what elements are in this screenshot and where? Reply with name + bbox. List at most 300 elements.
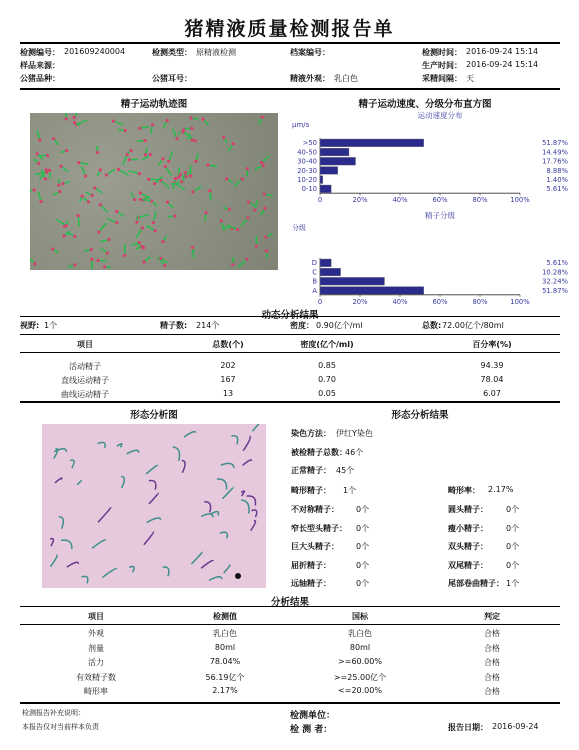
morph-pair-value: 0个 [356, 542, 370, 551]
sperm-head [117, 168, 120, 171]
stain-label: 染色方法： [291, 429, 331, 438]
sperm-cell [59, 517, 64, 529]
breed-label: 公猪品种： [20, 74, 60, 83]
value-label: 32.24% [542, 277, 568, 286]
sperm-head [149, 153, 152, 156]
sperm-head [184, 175, 187, 178]
sperm-head [91, 194, 94, 197]
sperm-head [194, 139, 197, 142]
sperm-head [45, 168, 48, 171]
track-path [138, 215, 149, 218]
morph-pair-value: 0个 [506, 523, 520, 533]
dynamic-table-cell: 94.39 [480, 361, 504, 370]
analysis-table-header: 项目 [88, 612, 104, 621]
sperm-head [225, 177, 228, 180]
sperm-cell [127, 450, 139, 454]
sperm-head [165, 119, 168, 122]
analysis-table-cell: 活力 [88, 658, 104, 667]
sperm-head [115, 221, 118, 224]
type-value: 原精液检测 [196, 48, 236, 57]
analysis-table-cell: >=25.00亿个 [333, 672, 387, 682]
sperm-head [97, 230, 100, 233]
sperm-head [142, 260, 145, 263]
checked-total-label: 被检精子总数： [291, 448, 347, 457]
sperm-head [245, 258, 248, 261]
chart-title: 运动速度分布 [417, 111, 463, 120]
density-value: 0.90亿个/ml [316, 321, 363, 330]
interval-value: 天 [466, 74, 474, 83]
analysis-table-cell: 合格 [484, 687, 500, 696]
x-tick-label: 60% [432, 297, 448, 306]
analysis-table-cell: 2.17% [212, 686, 238, 695]
value-label: 17.76% [542, 157, 568, 166]
analysis-table-cell: 乳白色 [213, 629, 237, 638]
bar [320, 176, 323, 184]
sperm-head [139, 191, 142, 194]
sperm-track-image [30, 113, 278, 270]
sperm-head [175, 137, 178, 140]
sperm-head [124, 129, 127, 132]
bar [320, 268, 341, 276]
test-time-label: 检测时间： [422, 48, 462, 57]
dynamic-bottom-line [20, 401, 560, 403]
dynamic-table-cell: 0.70 [318, 375, 336, 384]
category-label: 10-20 [297, 176, 317, 184]
dynamic-header-line [20, 352, 560, 353]
morph-pair-value: 0个 [506, 505, 520, 514]
sperm-cell [243, 460, 252, 465]
morph-result-title: 形态分析结果 [391, 410, 449, 421]
morph-pair-label: 屈折精子： [291, 560, 331, 570]
sperm-cell [98, 442, 106, 447]
sperm-cell [204, 502, 210, 513]
sperm-head [59, 165, 62, 168]
sperm-head [90, 258, 93, 261]
x-tick-label: 0 [317, 297, 323, 306]
count-value: 214个 [196, 321, 220, 330]
sperm-head [112, 120, 115, 123]
category-label: 20-30 [297, 166, 317, 175]
dynamic-table-cell: 13 [222, 389, 234, 398]
sperm-head [93, 187, 96, 190]
speed-histogram [290, 108, 570, 208]
total-value: 72.00亿个/80ml [442, 321, 504, 330]
sperm-head [161, 240, 164, 243]
sperm-cell [224, 565, 230, 573]
report-date-label: 报告日期： [448, 723, 488, 732]
morph-pair-value: 0个 [356, 579, 370, 588]
sperm-cell [50, 539, 53, 547]
sperm-head [173, 215, 176, 218]
sperm-cell [149, 493, 158, 504]
bar [320, 139, 424, 147]
sperm-cell [92, 540, 105, 548]
sperm-head [37, 162, 40, 165]
category-label: B [312, 277, 317, 286]
sperm-head [57, 183, 60, 186]
value-label: 51.87% [542, 139, 568, 148]
rate-label: 畸形率： [448, 486, 480, 495]
rate-value: 2.17% [488, 485, 514, 494]
sperm-cell [217, 479, 227, 490]
footer-note-1: 检测报告补充说明： [22, 709, 85, 717]
info-divider [20, 88, 560, 90]
sperm-head [73, 263, 76, 266]
info-row-3 [20, 73, 560, 85]
dynamic-top-line [20, 316, 560, 317]
morph-pair-label: 双尾精子： [448, 560, 488, 570]
track-title: 精子运动轨迹图 [120, 99, 188, 110]
sample-no: 201609240004 [64, 47, 126, 56]
chart-ylabel: 分级 [292, 224, 306, 232]
sperm-head [96, 151, 99, 154]
track-path [192, 247, 193, 258]
value-label: 1.40% [546, 176, 568, 184]
x-tick-label: 0 [317, 196, 323, 205]
sperm-head [255, 244, 258, 247]
appearance-value: 乳白色 [334, 74, 358, 83]
sperm-cell [117, 444, 122, 448]
morph-pair-label: 瘦小精子： [448, 523, 488, 533]
morph-pair-value: 0个 [506, 560, 520, 570]
sperm-cell [129, 566, 134, 572]
test-time: 2016-09-24 15:14 [466, 47, 539, 56]
category-label: 30-40 [297, 157, 317, 166]
dynamic-table-cell: 直线运动精子 [61, 376, 109, 385]
analysis-top-line [20, 606, 560, 607]
archive-label: 档案编号： [290, 48, 330, 57]
tester-label: 检 测 者： [290, 725, 333, 735]
sperm-head [65, 149, 68, 152]
sperm-head [107, 238, 110, 241]
sperm-head [77, 161, 80, 164]
sperm-head [174, 177, 177, 180]
track-path [136, 228, 142, 238]
dynamic-table-cell: 曲线运动精子 [61, 390, 109, 399]
sperm-head [36, 152, 39, 155]
sperm-head [64, 117, 67, 120]
dynamic-table-cell: 活动精子 [69, 362, 101, 371]
abnormal-value: 1个 [343, 486, 357, 495]
bar [320, 277, 384, 285]
sperm-cell [67, 562, 79, 567]
sperm-cell [201, 514, 213, 518]
appearance-label: 精液外观： [290, 74, 330, 83]
sperm-head [141, 226, 144, 229]
sperm-cell [70, 460, 74, 468]
morph-pair-value: 0个 [356, 505, 370, 514]
sperm-head [130, 149, 133, 152]
value-label: 14.49% [542, 148, 568, 157]
morph-pair-value: 1个 [506, 579, 520, 588]
sperm-head [128, 158, 131, 161]
ear-label: 公猪耳号： [152, 74, 192, 83]
sperm-head [106, 252, 109, 255]
morph-canvas [42, 424, 266, 588]
sperm-head [262, 164, 265, 167]
sperm-cell [55, 478, 62, 483]
sperm-head [52, 137, 55, 140]
sperm-cell [77, 481, 81, 485]
sperm-head [77, 214, 80, 217]
sperm-head [190, 127, 193, 130]
sperm-head [103, 265, 106, 268]
x-tick-label: 80% [472, 297, 488, 306]
sperm-cell [102, 569, 117, 578]
stain-value: 伊红Y染色 [336, 429, 373, 438]
morph-pair-label: 尾部卷曲精子： [448, 579, 504, 588]
analysis-table-cell: 乳白色 [348, 629, 372, 638]
sperm-head [153, 182, 156, 185]
field-label: 视野: [20, 321, 40, 330]
sperm-cell [147, 518, 161, 523]
value-label: 8.88% [546, 166, 568, 175]
sperm-head [151, 123, 154, 126]
sperm-head [191, 139, 194, 142]
morph-pair-label: 窄长型头精子： [291, 523, 347, 533]
sperm-head [80, 195, 83, 198]
sperm-cell [220, 532, 227, 538]
sperm-head [265, 249, 268, 252]
morph-pair-value: 0个 [506, 542, 520, 551]
track-path [56, 219, 66, 225]
bar [320, 259, 331, 267]
info-row-1 [20, 47, 560, 59]
bar [320, 167, 338, 175]
debris-dot [235, 573, 241, 579]
sperm-head [263, 207, 266, 210]
sperm-head [39, 200, 42, 203]
analysis-table-cell: 合格 [484, 672, 500, 682]
sperm-head [135, 221, 138, 224]
sperm-cell [173, 447, 180, 461]
sperm-head [253, 208, 256, 211]
sperm-head [139, 198, 142, 201]
dynamic-table-top-line [20, 334, 560, 335]
sperm-head [246, 167, 249, 170]
sperm-head [241, 178, 244, 181]
analysis-table-cell: >=60.00% [338, 657, 382, 666]
checked-total-value: 46个 [345, 448, 364, 457]
sperm-head [87, 200, 90, 203]
track-path [234, 179, 242, 186]
analysis-table-header: 国标 [352, 612, 368, 621]
report-date: 2016-09-24 [492, 722, 539, 731]
sperm-head [247, 201, 250, 204]
sperm-head [138, 172, 141, 175]
track-path [128, 171, 139, 174]
x-tick-label: 80% [472, 196, 488, 205]
category-label: C [312, 268, 317, 277]
track-path [123, 154, 127, 165]
sperm-head [84, 174, 87, 177]
info-row-2 [20, 60, 560, 72]
morph-pair-label: 双头精子： [448, 542, 488, 551]
morph-pair-label: 不对称精子： [291, 505, 339, 514]
value-label: 5.61% [546, 259, 568, 268]
sperm-cell [252, 424, 263, 431]
dynamic-table-cell: 0.85 [318, 361, 336, 370]
analysis-header-line [20, 624, 560, 625]
sperm-head [189, 174, 192, 177]
count-label: 精子数: [160, 321, 188, 330]
sperm-head [236, 228, 239, 231]
category-label: >50 [302, 139, 317, 148]
sperm-cell [121, 477, 124, 488]
analysis-bottom-line [20, 702, 560, 704]
track-path [118, 170, 128, 176]
track-path [107, 219, 117, 223]
category-label: 40-50 [297, 148, 317, 157]
analysis-table-cell: 畸形率 [84, 687, 108, 696]
interval-label: 采精间隔： [422, 74, 462, 83]
chart-title: 精子分级 [425, 211, 455, 220]
sperm-head [167, 160, 170, 163]
track-path [175, 183, 185, 189]
field-value: 1个 [44, 321, 58, 330]
sperm-cell [221, 463, 234, 468]
abnormal-label: 畸形精子： [291, 486, 331, 495]
morph-pair-label: 圆头精子： [448, 505, 488, 514]
sperm-head [32, 188, 35, 191]
sperm-head [181, 130, 184, 133]
sperm-head [189, 117, 192, 120]
total-label: 总数: [422, 321, 442, 330]
sperm-cell [251, 510, 256, 517]
sperm-head [194, 160, 197, 163]
sperm-head [90, 248, 93, 251]
sperm-head [184, 171, 187, 174]
dynamic-table-cell: 78.04 [480, 375, 504, 384]
track-path [161, 180, 169, 188]
sperm-head [180, 180, 183, 183]
sperm-head [99, 168, 102, 171]
normal-value: 45个 [336, 466, 355, 475]
sperm-head [46, 154, 49, 157]
sperm-cell [82, 576, 88, 583]
analysis-table-header: 判定 [484, 612, 500, 621]
x-tick-label: 100% [510, 196, 530, 205]
morphology-image [42, 424, 266, 588]
prod-time: 2016-09-24 15:14 [466, 60, 539, 69]
morph-pair-label: 巨大头精子： [291, 542, 339, 551]
x-tick-label: 40% [392, 196, 408, 205]
sperm-head [260, 161, 263, 164]
sperm-head [133, 198, 136, 201]
analysis-table-cell: 合格 [484, 643, 500, 653]
track-path [238, 259, 247, 267]
analysis-table-cell: 外观 [88, 629, 104, 638]
value-label: 51.87% [542, 286, 568, 295]
morph-pair-value: 0个 [356, 560, 370, 570]
dynamic-table-header: 密度(亿个/ml) [300, 340, 354, 349]
sperm-head [163, 264, 166, 267]
sperm-head [33, 262, 36, 265]
prod-time-label: 生产时间： [422, 61, 462, 70]
sperm-head [222, 136, 225, 139]
sperm-head [123, 254, 126, 257]
sperm-head [147, 178, 150, 181]
x-tick-label: 20% [352, 297, 368, 306]
sperm-head [231, 263, 234, 266]
dynamic-table-header: 总数(个) [212, 340, 244, 349]
analysis-table-cell: 有效精子数 [76, 672, 116, 682]
sperm-head [126, 153, 129, 156]
sperm-cell [222, 487, 233, 498]
sperm-head [201, 118, 204, 121]
sperm-head [154, 229, 157, 232]
sperm-head [105, 173, 108, 176]
dynamic-table-cell: 167 [220, 375, 236, 384]
track-path [99, 223, 106, 232]
unit-label: 检测单位： [290, 711, 336, 721]
analysis-table-cell: 80ml [349, 642, 371, 652]
category-label: A [312, 286, 317, 295]
sperm-head [48, 169, 51, 172]
x-tick-label: 100% [510, 297, 530, 306]
sperm-head [220, 219, 223, 222]
sperm-cell [144, 532, 154, 545]
sperm-head [228, 208, 231, 211]
analysis-table-header: 检测值 [213, 612, 237, 621]
sperm-head [138, 127, 141, 130]
sperm-head [191, 190, 194, 193]
bar [320, 287, 424, 295]
sperm-cell [149, 481, 156, 490]
sperm-cell [201, 561, 213, 569]
sperm-head [246, 216, 249, 219]
sperm-cell [231, 436, 237, 445]
bar [320, 157, 356, 165]
track-canvas [30, 113, 278, 270]
dynamic-table-cell: 6.07 [483, 389, 501, 398]
bar [320, 148, 349, 156]
sperm-head [96, 259, 99, 262]
sperm-head [263, 193, 266, 196]
sperm-head [208, 189, 211, 192]
sperm-head [65, 224, 68, 227]
sperm-cell [163, 567, 169, 576]
sperm-head [206, 163, 209, 166]
analysis-table-cell: 合格 [484, 629, 500, 638]
sperm-head [264, 235, 267, 238]
sperm-cell [251, 521, 256, 531]
sperm-head [140, 245, 143, 248]
sperm-cell [243, 436, 250, 451]
sperm-head [115, 210, 118, 213]
analysis-table-cell: 80ml [214, 642, 236, 652]
title-divider [20, 42, 560, 44]
report-title: 猪精液质量检测报告单 [184, 18, 395, 40]
sperm-head [191, 246, 194, 249]
morph-pair-value: 0个 [356, 523, 370, 533]
sample-no-label: 检测编号： [20, 48, 60, 57]
sperm-cell [61, 540, 72, 549]
sperm-head [58, 190, 61, 193]
sperm-head [166, 200, 169, 203]
sperm-head [73, 235, 76, 238]
sperm-head [99, 203, 102, 206]
analysis-table-cell: <=20.00% [338, 686, 382, 695]
x-tick-label: 20% [352, 196, 368, 205]
sperm-head [179, 173, 182, 176]
track-path [140, 193, 150, 198]
sperm-cell [184, 432, 195, 437]
dynamic-table-cell: 0.05 [318, 389, 336, 398]
sperm-cell [209, 577, 222, 581]
sperm-head [38, 139, 41, 142]
sperm-cell [146, 465, 157, 474]
